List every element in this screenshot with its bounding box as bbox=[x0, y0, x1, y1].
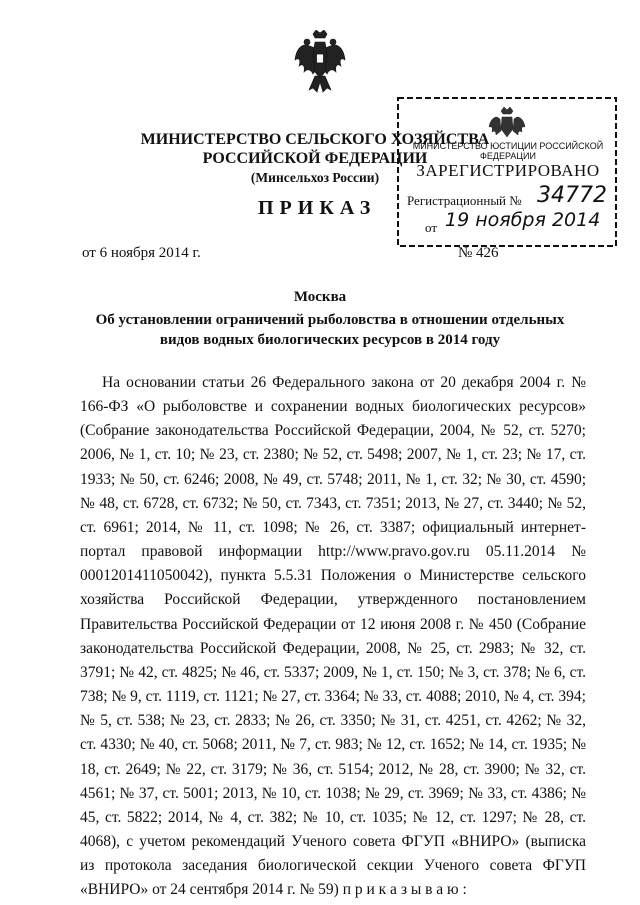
ministry-name-line2: РОССИЙСКОЙ ФЕДЕРАЦИИ bbox=[202, 150, 428, 167]
subject-line1: Об установлении ограничений рыболовства в отношении отдельных bbox=[95, 312, 565, 328]
order-number: № 426 bbox=[458, 245, 499, 261]
stamp-title: ЗАРЕГИСТРИРОВАНО bbox=[416, 161, 600, 180]
stamp-date-handwritten: 19 ноября 2014 bbox=[445, 209, 601, 231]
registration-stamp bbox=[397, 97, 617, 247]
ministry-name-line1: МИНИСТЕРСТВО СЕЛЬСКОГО ХОЗЯЙСТВА bbox=[140, 131, 490, 148]
ministry-short-name: (Минсельхоз России) bbox=[250, 170, 380, 185]
order-subject bbox=[80, 310, 580, 350]
order-date: от 6 ноября 2014 г. bbox=[82, 245, 201, 261]
stamp-reg-number: 34772 bbox=[537, 183, 607, 208]
order-title: ПРИКАЗ bbox=[258, 197, 377, 219]
order-city: Москва bbox=[293, 289, 347, 305]
body-paragraph: На основании статьи 26 Федерального закона от 20 декабря 2004 г. № 166-ФЗ «О рыболовстве и сохранении водных биологических ресурсов» (Собрание законодательства Российской Федерации, 2004, № 52, ст. 5270; 2006, № 1, ст. 10; № 23, ст. 2380; № 52, ст. 5498; 2007, № 1, ст. 23; № 17, ст. 1933; № 50, ст. 6246; 2008, № 49, ст. 5748; 2011, № 1, ст. 32; № 30, ст. 4590; № 48, ст. 6728, ст. 6732; № 50, ст. 7343, ст. 7351; 2013, № 27, ст. 3440; № 52, ст. 6961; 2014, № 11, ст. 1098; № 26, ст. 3387; официальный интернет-портал правовой информации http://www.pravo.gov.ru 05.11.2014 № 0001201411050042), пункта 5.5.31 Положения о Министерстве сельского хозяйства Российской Федерации, утвержденного постановлением Правительства Российской Федерации от 12 июня 2008 г. № 450 (Собрание законодательства Российской Федерации, 2008, № 25, ст. 2983; № 32, ст. 3791; № 42, ст. 4825; № 46, ст. 5337; 2009, № 1, ст. 150; № 3, ст. 378; № 6, ст. 738; № 9, ст. 1119, ст. 1121; № 27, ст. 3364; № 33, ст. 4088; 2010, № 4, ст. 394; № 5, ст. 538; № 23, ст. 2833; № 26, ст. 3350; № 31, ст. 4251, ст. 4262; № 32, ст. 4330; № 40, ст. 5068; 2011, № 7, ст. 983; № 12, ст. 1652; № 14, ст. 1935; № 18, ст. 2649; № 22, ст. 3179; № 36, ст. 5154; 2012, № 28, ст. 3900; № 32, ст. 4561; № 37, ст. 5001; 2013, № 10, ст. 1038; № 29, ст. 3969; № 33, ст. 4386; № 45, ст. 5822; 2014, № 4, ст. 382; № 10, ст. 1035; № 12, ст. 1297; № 28, ст. 4068), с учетом рекомендаций Ученого совета ФГУП «ВНИРО» (выписка из протокола заседания биологической секции Ученого совета ФГУП «ВНИРО» от 24 сентября 2014 г. № 59) п р и к а з ы в а ю : bbox=[80, 374, 586, 899]
stamp-date-prefix: от bbox=[425, 220, 438, 235]
order-body bbox=[80, 371, 586, 902]
stamp-reg-label: Регистрационный № bbox=[407, 193, 522, 208]
double-headed-eagle-icon bbox=[293, 30, 347, 94]
subject-line2: видов водных биологических ресурсов в 2014 году bbox=[159, 332, 501, 348]
stamp-authority: МИНИСТЕРСТВО ЮСТИЦИИ РОССИЙСКОЙ ФЕДЕРАЦИИ bbox=[412, 141, 604, 161]
